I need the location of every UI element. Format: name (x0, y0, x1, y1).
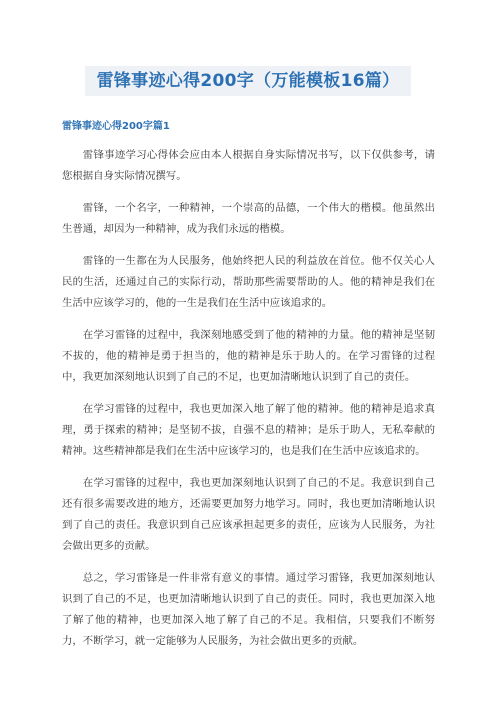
paragraph: 雷锋，一个名字，一种精神，一个崇高的品德，一个伟大的楷模。他虽然出生普通，却因为一种精神，成为我们永远的楷模。 (62, 202, 435, 235)
paragraph: 总之，学习雷锋是一件非常有意义的事情。通过学习雷锋，我更加深刻地认识到了自己的不足，也更加清晰地认识到了自己的责任。同时，我也更加深入地了解了他的精神，也更加深入地了解了自己的不足。我相信，只要我们不断努力，不断学习，就一定能够为人民服务，为社会做出更多的贡献。 (62, 572, 435, 647)
paragraph: 雷锋事迹学习心得体会应由本人根据自身实际情况书写，以下仅供参考，请您根据自身实际情况撰写。 (62, 149, 435, 182)
paragraph: 雷锋的一生都在为人民服务，他始终把人民的利益放在首位。他不仅关心人民的生活，还通过自己的实际行动，帮助那些需要帮助的人。他的精神是我们在生活中应该学习的，他的一生是我们在生活中应该追求的。 (62, 255, 435, 309)
paragraph: 在学习雷锋的过程中，我深刻地感受到了他的精神的力量。他的精神是坚韧不拔的，他的精神是勇于担当的，他的精神是乐于助人的。在学习雷锋的过程中，我更加深刻地认识到了自己的不足，也更加清晰地认识到了自己的责任。 (62, 329, 435, 383)
document-title: 雷锋事迹心得200字（万能模板16篇） (85, 66, 412, 96)
paragraph: 在学习雷锋的过程中，我也更加深刻地认识到了自己的不足。我意识到自己还有很多需要改进的地方，还需要更加努力地学习。同时，我也更加清晰地认识到了自己的责任。我意识到自己应该承担起更多的责任，应该为人民服务，为社会做出更多的贡献。 (62, 477, 435, 552)
title-container (0, 66, 496, 96)
paragraph: 在学习雷锋的过程中，我也更加深入地了解了他的精神。他的精神是追求真理，勇于探索的精神；是坚韧不拔，自强不息的精神；是乐于助人，无私奉献的精神。这些精神都是我们在生活中应该学习的，也是我们在生活中应该追求的。 (62, 403, 435, 457)
document-body (62, 145, 435, 663)
section-heading: 雷锋事迹心得200字篇1 (62, 121, 170, 132)
